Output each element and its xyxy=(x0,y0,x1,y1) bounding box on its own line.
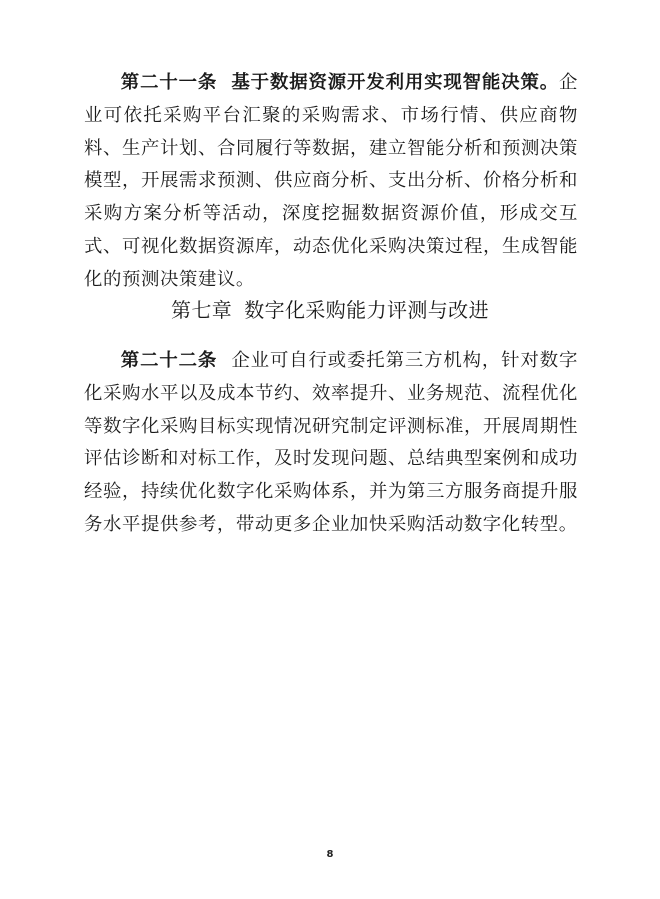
article-22-number: 第二十二条 xyxy=(120,350,218,371)
chapter-7-title xyxy=(0,294,660,326)
page-number: 8 xyxy=(326,849,334,860)
article-21-paragraph xyxy=(84,67,578,297)
article-21-title: 基于数据资源开发利用实现智能决策。 xyxy=(231,72,559,93)
chapter-7-number: 第七章 xyxy=(170,298,233,322)
article-22-body: 企业可自行或委托第三方机构，针对数字化采购水平以及成本节约、效率提升、业务规范、流程优化等数字化采购目标实现情况研究制定评测标准，开展周期性评估诊断和对标工作，及时发现问题、总结典型案例和成功经验，持续优化数字化采购体系，并为第三方服务商提升服务水平提供参考，带动更多企业加快采购活动数字化转型。 xyxy=(84,350,578,535)
article-21-number: 第二十一条 xyxy=(120,72,218,93)
article-22-paragraph xyxy=(84,345,578,542)
article-21-body: 企业可依托采购平台汇聚的采购需求、市场行情、供应商物料、生产计划、合同履行等数据，建立智能分析和预测决策模型，开展需求预测、供应商分析、支出分析、价格分析和采购方案分析等活动，深度挖掘数据资源价值，形成交互式、可视化数据资源库，动态优化采购决策过程，生成智能化的预测决策建议。 xyxy=(84,72,578,290)
chapter-7-heading: 数字化采购能力评测与改进 xyxy=(244,298,489,322)
